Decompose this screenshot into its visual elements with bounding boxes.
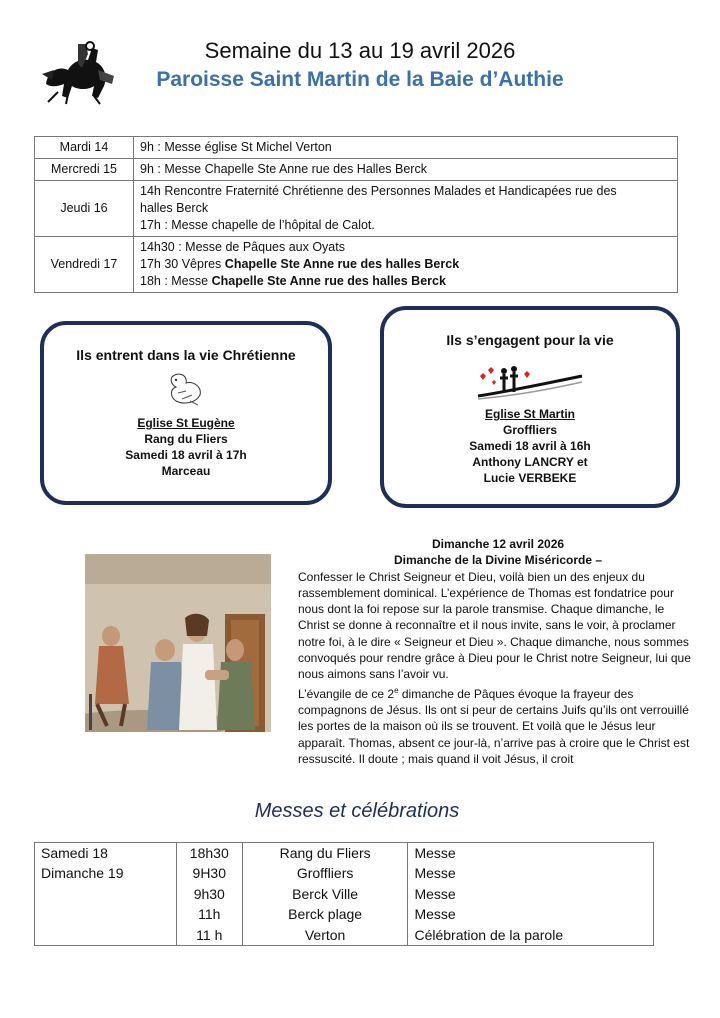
week-title: Semaine du 13 au 19 avril 2026	[204, 38, 516, 63]
mass-day: Dimanche 19	[35, 863, 177, 883]
card-date: Samedi 18 avril à 17h	[125, 448, 247, 462]
masses-table	[34, 842, 654, 946]
card-name: Marceau	[161, 464, 211, 478]
couple-hearts-icon	[474, 366, 586, 400]
table-row	[35, 904, 654, 924]
card-name: Lucie VERBEKE	[483, 471, 577, 485]
mass-place: Berck Ville	[242, 884, 408, 904]
schedule-events	[134, 237, 678, 293]
mass-place: Rang du Fliers	[242, 843, 408, 864]
masses-title: Messes et célébrations	[254, 800, 460, 822]
schedule-day: Mardi 14	[35, 137, 134, 159]
article-paragraph: Confesser le Christ Seigneur et Dieu, voilà bien un des enjeux du rassemblement dominical. L’expérience de Thomas est fondatrice pour nous dont la foi repose sur la parole transmise. Chaque dimanche, le Christ se donne à reconnaître et il nous invite, sans le voir, à proclamer notre foi, à le dire « Seigneur et Dieu ». Chaque dimanche, nous sommes convoqués pour rendre grâce à Dieu pour le Christ notre Seigneur, lui que nous aimons sans l’avoir vu.	[298, 569, 691, 682]
table-row	[35, 159, 678, 181]
baptism-card	[40, 321, 332, 505]
card-place: Groffliers	[502, 423, 557, 437]
table-row	[35, 843, 654, 864]
event-line: 14h Rencontre Fraternité Chrétienne des Personnes Malades et Handicapées rue des	[140, 184, 617, 198]
table-row	[35, 181, 678, 237]
weekly-schedule-table	[34, 136, 678, 293]
mass-time: 11 h	[176, 925, 242, 946]
card-church: Eglise St Eugène	[137, 416, 235, 430]
mass-day	[35, 904, 177, 924]
parish-name: Paroisse Saint Martin de la Baie d’Authie	[156, 68, 564, 91]
card-name: Anthony LANCRY et	[472, 455, 588, 469]
mass-type: Messe	[408, 843, 654, 864]
schedule-day: Mercredi 15	[35, 159, 134, 181]
mass-day: Samedi 18	[35, 843, 177, 864]
event-line: 17h 30 Vêpres Chapelle Ste Anne rue des halles Berck	[140, 257, 460, 271]
table-row	[35, 237, 678, 293]
mass-type: Messe	[408, 863, 654, 883]
schedule-day: Jeudi 16	[35, 181, 134, 237]
table-row	[35, 925, 654, 946]
event-line: 14h30 : Messe de Pâques aux Oyats	[140, 240, 345, 254]
mass-place: Groffliers	[242, 863, 408, 883]
table-row	[35, 863, 654, 883]
wedding-card	[380, 306, 680, 508]
sunday-article	[298, 536, 698, 767]
mass-day	[35, 884, 177, 904]
schedule-day: Vendredi 17	[35, 237, 134, 293]
mass-place: Berck plage	[242, 904, 408, 924]
mass-day	[35, 925, 177, 946]
schedule-events	[134, 181, 678, 237]
mass-time: 18h30	[176, 843, 242, 864]
schedule-events	[134, 159, 678, 181]
event-line: 18h : Messe Chapelle Ste Anne rue des halles Berck	[140, 274, 446, 288]
table-row	[35, 137, 678, 159]
dove-icon	[164, 371, 208, 411]
mass-time: 11h	[176, 904, 242, 924]
card-title: Ils entrent dans la vie Chrétienne	[76, 347, 296, 363]
table-row	[35, 884, 654, 904]
mass-time: 9h30	[176, 884, 242, 904]
thomas-painting-image	[85, 554, 271, 732]
event-line: halles Berck	[140, 201, 209, 215]
schedule-events	[134, 137, 678, 159]
mass-place: Verton	[242, 925, 408, 946]
card-place: Rang du Fliers	[144, 432, 228, 446]
mass-type: Messe	[408, 884, 654, 904]
card-church: Eglise St Martin	[484, 407, 576, 421]
event-line: 9h : Messe église St Michel Verton	[140, 140, 332, 154]
event-line: 9h : Messe Chapelle Ste Anne rue des Halles Berck	[140, 162, 427, 176]
card-title: Ils s’engagent pour la vie	[446, 332, 614, 348]
card-date: Samedi 18 avril à 16h	[469, 439, 591, 453]
mass-type: Célébration de la parole	[408, 925, 654, 946]
article-subtitle: Dimanche de la Divine Miséricorde –	[393, 553, 603, 568]
mass-type: Messe	[408, 904, 654, 924]
article-paragraph: L’évangile de ce 2e dimanche de Pâques évoque la frayeur des compagnons de Jésus. Ils ont si peur de certains Juifs qu’ils ont verrouillé les portes de la maison où ils se trouvent. Et voilà que le Jésus leur apparaît. Thomas, absent ce jour-là, n’arrive pas à croire que le Christ est ressuscité. Il doute ; mais quand il voit Jésus, il croit	[298, 685, 690, 766]
mass-time: 9H30	[176, 863, 242, 883]
article-date: Dimanche 12 avril 2026	[431, 537, 565, 551]
event-line: 17h : Messe chapelle de l’hôpital de Calot.	[140, 218, 375, 232]
